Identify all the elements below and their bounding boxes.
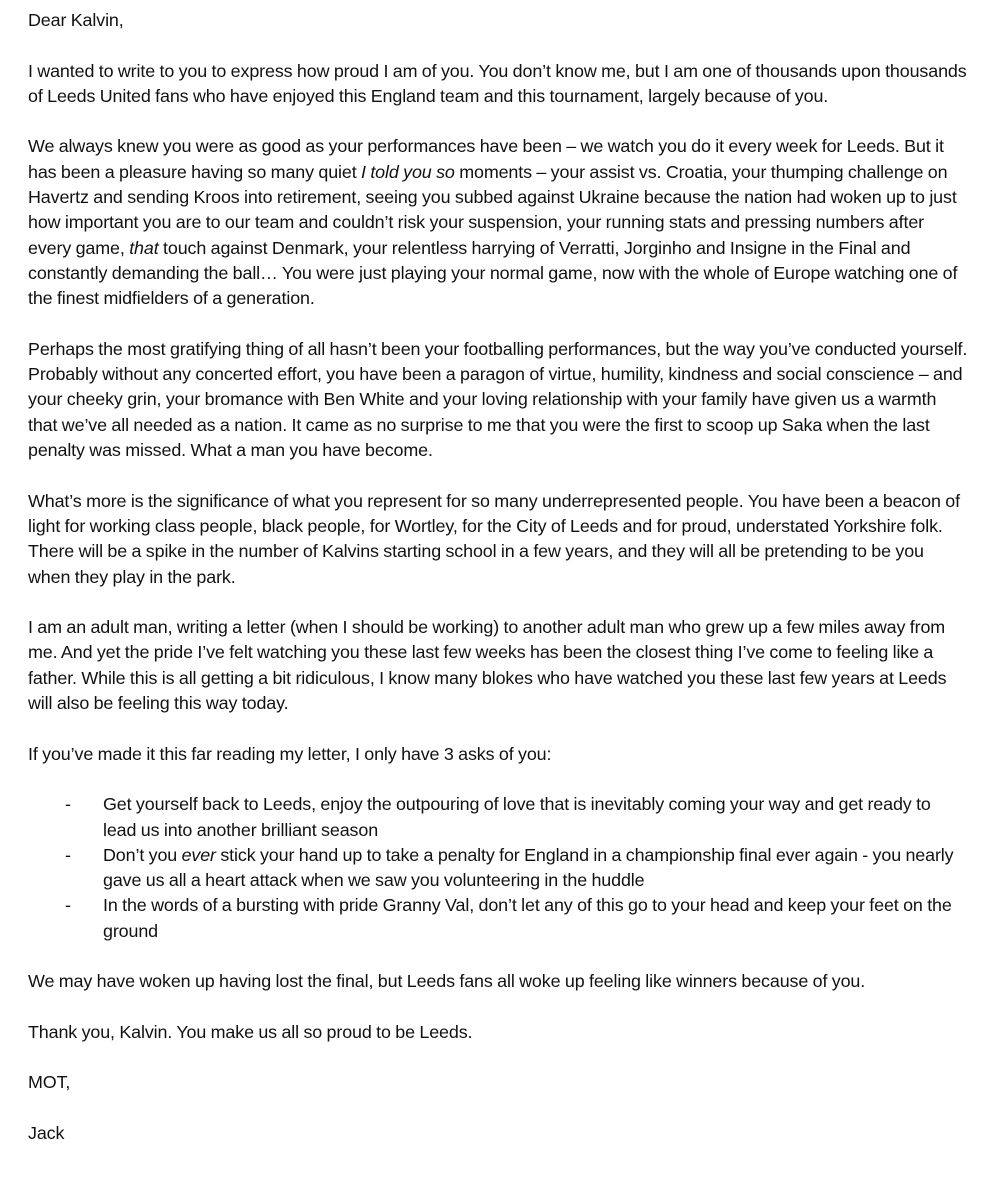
- paragraph-asks-intro: If you’ve made it this far reading my letter, I only have 3 asks of you:: [28, 743, 552, 764]
- paragraph-intro: I wanted to write to you to express how proud I am of you. You don’t know me, but I am one of thousands upon thousands of Leeds United fans who have enjoyed this England team and this tournament, largely because of you.: [28, 60, 967, 106]
- italic-word-that: that: [129, 237, 159, 258]
- list-item-text: In the words of a bursting with pride Granny Val, don’t let any of this go to your head and keep your feet on the ground: [103, 895, 952, 941]
- italic-word-ever: ever: [181, 844, 216, 865]
- list-item-text-part-1: Don’t you: [103, 844, 182, 865]
- paragraph-performances-part-2: moments – your assist vs. Croatia, your thumping challenge on Havertz and sending Kroos into retirement, seeing you subbed against Ukraine because the nation had woken up to just how important you are to our team and couldn’t risk your suspension, your running stats and pressing numbers after every game,: [28, 161, 957, 258]
- paragraph-conduct: Perhaps the most gratifying thing of all hasn’t been your footballing performances, but the way you’ve conducted yourself. Probably without any concerted effort, you have been a paragon of virtue, humility, kindness and social conscience – and your cheeky grin, your bromance with Ben White and your loving relationship with your family have given us a warmth that we’ve all needed as a nation. It came as no surprise to me that you were the first to scoop up Saka when the last penalty was missed. What a man you have become.: [28, 338, 968, 461]
- list-bullet: -: [65, 844, 71, 865]
- list-bullet: -: [65, 794, 71, 815]
- paragraph-performances-part-1: We always knew you were as good as your performances have been – we watch you do it every week for Leeds. But it has been a pleasure having so many quiet: [28, 136, 944, 182]
- list-item-text: Get yourself back to Leeds, enjoy the outpouring of love that is inevitably coming your way and get ready to lead us into another brilliant season: [103, 794, 931, 840]
- paragraph-performances-part-3: touch against Denmark, your relentless harrying of Verratti, Jorginho and Insigne in the Final and constantly demanding the ball… You were just playing your normal game, now with the whole of Europe watching one of the finest midfielders of a generation.: [28, 237, 958, 309]
- list-item: [28, 792, 968, 843]
- paragraph-final: We may have woken up having lost the final, but Leeds fans all woke up feeling like winners because of you.: [28, 971, 866, 992]
- signoff: MOT,: [28, 1072, 71, 1093]
- italic-phrase-told-you-so: I told you so: [361, 161, 455, 182]
- list-bullet: -: [65, 895, 71, 916]
- paragraph-performances: [28, 134, 968, 311]
- list-item: [28, 843, 968, 894]
- letter-body: [28, 8, 968, 1172]
- list-item: [28, 893, 968, 944]
- greeting: Dear Kalvin,: [28, 10, 124, 30]
- paragraph-pride: I am an adult man, writing a letter (when I should be working) to another adult man who grew up a few miles away from me. And yet the pride I’ve felt watching you these last few weeks has been the closest thing I’ve come to feeling like a father. While this is all getting a bit ridiculous, I know many blokes who have watched you these last few years at Leeds will also be feeling this way today.: [28, 617, 947, 714]
- paragraph-significance: What’s more is the significance of what you represent for so many underrepresented people. You have been a beacon of light for working class people, black people, for Wortley, for the City of Leeds and for proud, understated Yorkshire folk. There will be a spike in the number of Kalvins starting school in a few years, and they will all be pretending to be you when they play in the park.: [28, 490, 960, 587]
- list-item-text-part-2: stick your hand up to take a penalty for England in a championship final ever again - you nearly gave us all a heart attack when we saw you volunteering in the huddle: [103, 844, 954, 891]
- asks-list: [28, 792, 968, 944]
- signature: Jack: [28, 1123, 65, 1144]
- paragraph-thanks: Thank you, Kalvin. You make us all so proud to be Leeds.: [28, 1021, 473, 1042]
